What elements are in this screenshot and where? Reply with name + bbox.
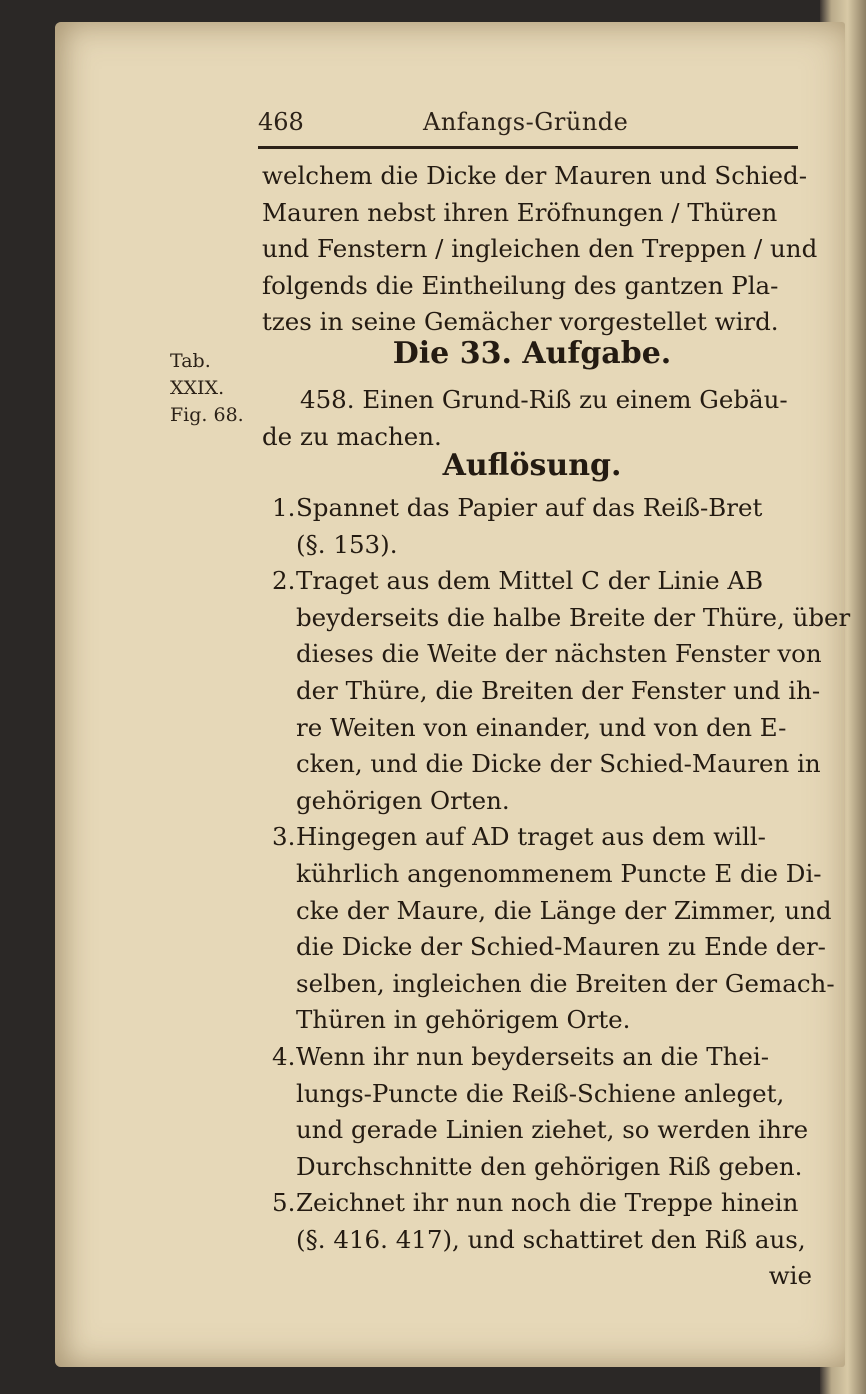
step-number: 1. bbox=[272, 493, 296, 522]
step-text: und gerade Linien ziehet, so werden ihre bbox=[296, 1115, 809, 1145]
step-text: lungs-Puncte die Reiß-Schiene anleget, bbox=[296, 1078, 785, 1108]
step-line bbox=[262, 856, 822, 893]
text-line: welchem die Dicke der Mauren und Schied- bbox=[262, 161, 808, 190]
step-text: (§. 416. 417), und schattiret den Riß aus, bbox=[296, 1224, 806, 1254]
margin-note-line: Tab. bbox=[170, 350, 211, 372]
step-line bbox=[262, 527, 822, 564]
step-text: Durchschnitte den gehörigen Riß geben. bbox=[296, 1151, 803, 1181]
problem-heading: Die 33. Aufgabe. bbox=[392, 336, 672, 371]
step-line bbox=[262, 819, 822, 856]
step-line bbox=[262, 600, 851, 637]
page-header bbox=[258, 108, 798, 144]
intro-paragraph bbox=[262, 158, 822, 341]
text-line: tzes in seine Gemächer vorgestellet wird. bbox=[262, 307, 779, 337]
running-title: Anfangs-Gründe bbox=[423, 108, 629, 136]
step-number: 4. bbox=[272, 1041, 296, 1071]
step-number: 5. bbox=[272, 1188, 296, 1218]
page-number: 468 bbox=[258, 108, 304, 136]
text-line: de zu machen. bbox=[262, 421, 442, 451]
step-line bbox=[262, 673, 822, 710]
step-number: 2. bbox=[272, 566, 296, 596]
step-text: (§. 153). bbox=[296, 529, 398, 559]
step-line bbox=[262, 710, 822, 747]
catchword: wie bbox=[768, 1261, 812, 1291]
step-text: beyderseits die halbe Breite der Thüre, über bbox=[296, 602, 851, 632]
step-line bbox=[262, 966, 835, 1003]
step-text: der Thüre, die Breiten der Fenster und ih- bbox=[296, 675, 821, 705]
step-number: 3. bbox=[272, 822, 296, 852]
margin-note-line: XXIX. bbox=[170, 377, 225, 399]
margin-note-line: Fig. 68. bbox=[170, 404, 244, 426]
step-text: Wenn ihr nun beyderseits an die Thei- bbox=[296, 1041, 770, 1071]
step-text: cken, und die Dicke der Schied-Mauren in bbox=[296, 749, 821, 779]
step-line bbox=[262, 893, 832, 930]
step-text: Thüren in gehörigem Orte. bbox=[296, 1005, 631, 1035]
step-text: Hingegen auf AD traget aus dem will- bbox=[296, 822, 766, 852]
step-text: dieses die Weite der nächsten Fenster von bbox=[296, 639, 822, 669]
step-text: Traget aus dem Mittel C der Linie AB bbox=[296, 566, 764, 596]
step-text: selben, ingleichen die Breiten der Gemach- bbox=[296, 968, 835, 998]
step-line bbox=[262, 636, 822, 673]
step-line bbox=[262, 783, 822, 820]
step-line bbox=[262, 563, 822, 600]
step-line bbox=[262, 1149, 822, 1186]
step-text: Zeichnet ihr nun noch die Treppe hinein bbox=[296, 1188, 799, 1218]
solution-steps bbox=[262, 490, 851, 1295]
solution-heading: Auflösung. bbox=[442, 448, 622, 483]
step-line bbox=[262, 490, 822, 527]
step-line bbox=[262, 746, 822, 783]
text-line: 458. Einen Grund-Riß zu einem Gebäu- bbox=[300, 385, 788, 414]
step-text: kührlich angenommenem Puncte E die Di- bbox=[296, 858, 822, 888]
step-text: Spannet das Papier auf das Reiß-Bret bbox=[296, 493, 763, 522]
text-line: und Fenstern / ingleichen den Treppen / und bbox=[262, 234, 818, 264]
step-line bbox=[262, 929, 826, 966]
step-line bbox=[262, 1076, 822, 1113]
step-line bbox=[262, 1112, 822, 1149]
step-text: die Dicke der Schied-Mauren zu Ende der- bbox=[296, 932, 826, 962]
step-line bbox=[262, 1222, 822, 1259]
problem-statement bbox=[262, 382, 822, 455]
step-text: re Weiten von einander, und von den E- bbox=[296, 712, 787, 742]
text-line: folgends die Eintheilung des gantzen Pla- bbox=[262, 270, 779, 300]
step-text: gehörigen Orten. bbox=[296, 785, 510, 815]
step-line bbox=[262, 1002, 822, 1039]
step-line bbox=[262, 1185, 822, 1222]
text-line: Mauren nebst ihren Eröfnungen / Thüren bbox=[262, 197, 778, 227]
step-line bbox=[262, 1039, 822, 1076]
header-rule bbox=[258, 146, 798, 149]
step-text: cke der Maure, die Länge der Zimmer, und bbox=[296, 895, 832, 925]
margin-note bbox=[170, 348, 270, 429]
